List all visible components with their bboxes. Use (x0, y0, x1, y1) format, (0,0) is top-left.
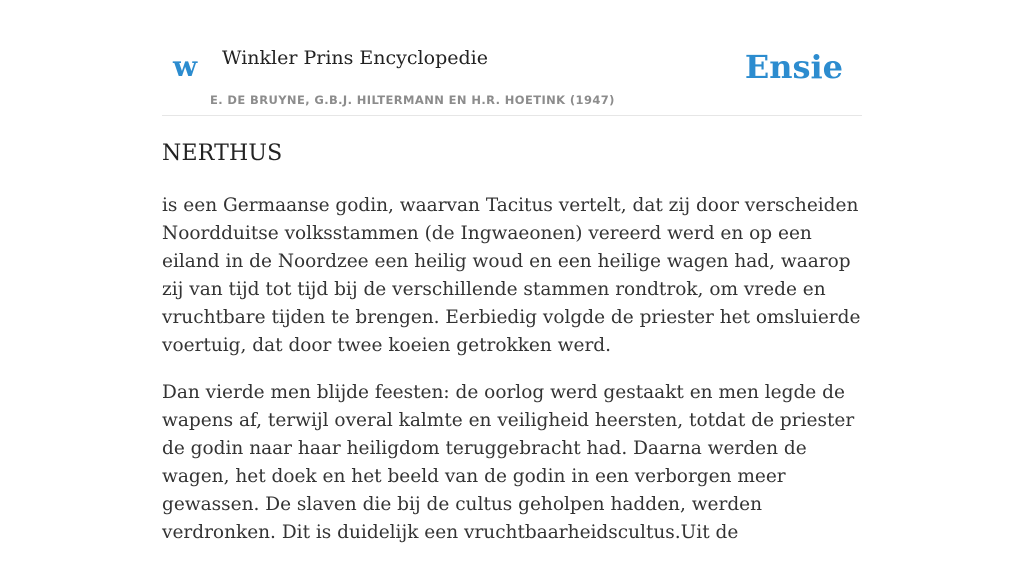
publication-authors: E. DE BRUYNE, G.B.J. HILTERMANN EN H.R. HOETINK (1947) (210, 93, 615, 107)
article-paragraph: is een Germaanse godin, waarvan Tacitus vertelt, dat zij door verscheiden Noordduitse volksstammen (de Ingwaeonen) vereerd werd en op een eiland in de Noordzee een heilig woud en een heilige wagen had, waarop zij van tijd tot tijd bij de verschillende stammen rondtrok, om vrede en vruchtbare tijden te brengen. Eerbiedig volgde de priester het omsluierde voertuig, dat door twee koeien getrokken werd. (162, 195, 861, 356)
publication-title[interactable]: Winkler Prins Encyclopedie (222, 47, 488, 69)
article-body (162, 192, 862, 566)
article-paragraph: Dan vierde men blijde feesten: de oorlog werd gestaakt en men legde de wapens af, terwijl overal kalmte en veiligheid heersten, totdat de priester de godin naar haar heiligdom teruggebracht had. Daarna werden de wagen, het doek en het beeld van de godin in een verborgen meer gewassen. De slaven die bij de cultus geholpen hadden, werden verdronken. Dit is duidelijk een vruchtbaarheidscultus.Uit de (162, 382, 855, 543)
ensie-brand-logo[interactable]: Ensie (744, 48, 843, 86)
winkler-prins-logo-icon[interactable]: w (173, 50, 198, 83)
article-page (162, 0, 862, 543)
entry-title: NERTHUS (162, 141, 283, 166)
site-header (162, 0, 862, 116)
